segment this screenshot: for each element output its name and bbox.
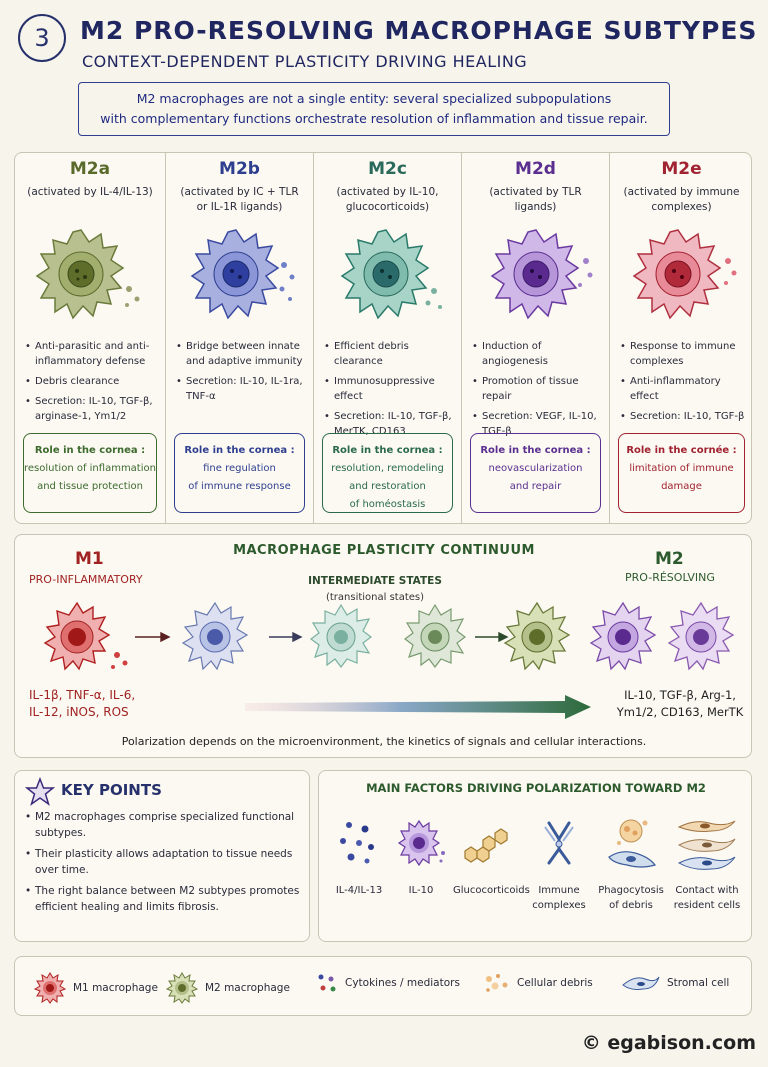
cornea-role-box: Role in the cornea : neovascularization and repair	[470, 433, 601, 513]
continuum-footer: Polarization depends on the microenvironment, the kinetics of signals and cellular interactions.	[121, 735, 647, 748]
subtype-bullets: • Efficient debris clearance • Immunosuppressive effect • Secretion: IL-10, TGF-β, MerTK, CD163	[320, 339, 455, 447]
factor-il4-il13: IL-4/IL-13	[323, 813, 395, 898]
m1-cell-icon	[45, 603, 128, 669]
arrow-icon	[475, 633, 507, 641]
subtype-name: M2a	[69, 159, 111, 179]
m1-label: PRO-INFLAMMATORY	[29, 573, 143, 586]
key-point-item: • Their plasticity allows adaptation to tissue needs over time.	[25, 846, 305, 878]
intermediate-cell-icon	[183, 603, 247, 669]
intermediate-states-subtitle: (transitional states)	[325, 592, 425, 603]
legend-item-m1: M1 macrophage	[33, 971, 158, 1005]
factor-immune-complexes: Immune complexes	[523, 813, 595, 913]
m2a-cell-illustration	[21, 219, 159, 339]
key-points-panel	[14, 770, 310, 942]
subtype-bullets: • Anti-parasitic and anti-inflammatory defense • Debris clearance • Secretion: IL-10, TGF-β, arginase-1, Ym1/2	[21, 339, 159, 447]
intermediate-states-title: INTERMEDIATE STATES	[308, 575, 442, 587]
factor-glucocorticoids: Glucocorticoids	[453, 813, 525, 898]
subtype-bullets: • Bridge between innate and adaptive immunity • Secretion: IL-10, IL-1ra, TNF-α	[172, 339, 307, 447]
m1-cytokines: IL-1β, TNF-α, IL-6, IL-12, iNOS, ROS	[29, 688, 136, 719]
m2-macrophage-icon	[165, 971, 199, 1005]
debris-icon	[601, 813, 661, 873]
factor-phagocytosis-debris: Phagocytosis of debris	[595, 813, 667, 913]
arrow-icon	[135, 633, 169, 641]
cornea-role-box: Role in the cornea : resolution, remodeling and restoration of homéostasis	[322, 433, 453, 513]
subtype-name: M2e	[661, 159, 702, 179]
cornea-role-box: Role in the cornée : limitation of immune damage	[618, 433, 745, 513]
subtype-activation: (activated by TLR ligands)	[489, 186, 582, 213]
copyright-text: © egabison.com	[581, 1032, 756, 1054]
legend-item-stromal: Stromal cell	[621, 971, 729, 995]
page-title: M2 PRO-RESOLVING MACROPHAGE SUBTYPES	[80, 16, 758, 45]
polarization-factors-panel	[318, 770, 752, 942]
subtype-activation: (activated by IL-10, glucocorticoids)	[336, 186, 439, 213]
cellular-debris-icon	[483, 971, 511, 995]
cell-icon	[391, 813, 451, 873]
m2-cell-icon	[505, 603, 569, 669]
legend-item-debris: Cellular debris	[483, 971, 593, 995]
m2c-cell-illustration	[320, 219, 455, 339]
subtype-bullets: • Response to immune complexes • Anti-inflammatory effect • Secretion: IL-10, TGF-β	[616, 339, 747, 447]
steroid-icon	[459, 813, 519, 873]
subtype-column-m2b	[166, 153, 314, 523]
m2e-cell-illustration	[616, 219, 747, 339]
page-subtitle: CONTEXT-DEPENDENT PLASTICITY DRIVING HEALING	[82, 52, 528, 71]
factor-il10: IL-10	[385, 813, 457, 898]
m2-cytokines: IL-10, TGF-β, Arg-1, Ym1/2, CD163, MerTK	[616, 688, 744, 719]
m2-cell-icon	[669, 603, 733, 669]
key-point-item: • The right balance between M2 subtypes promotes efficient healing and limits fibrosis.	[25, 883, 305, 915]
continuum-cells-illustration	[15, 595, 753, 685]
m2-cell-icon	[591, 603, 655, 669]
subtype-column-m2c	[314, 153, 462, 523]
m1-name: M1	[75, 549, 104, 569]
plasticity-continuum-panel	[14, 534, 752, 758]
stromal-cell-icon	[621, 971, 661, 995]
legend-item-cytokines: Cytokines / mediators	[315, 971, 460, 995]
m2-label: PRO-RÉSOLVING	[625, 571, 715, 584]
dots-icon	[329, 813, 389, 873]
subtype-column-m2d	[462, 153, 610, 523]
subtype-column-m2e	[610, 153, 753, 523]
subtype-activation: (activated by immune complexes)	[623, 186, 740, 213]
key-points-title: KEY POINTS	[61, 781, 162, 799]
key-point-item: • M2 macrophages comprise specialized functional subtypes.	[25, 809, 305, 841]
factor-resident-cells: Contact with resident cells	[671, 813, 743, 913]
factors-title: MAIN FACTORS DRIVING POLARIZATION TOWARD M2	[366, 781, 706, 795]
intro-line-1: M2 macrophages are not a single entity: several specialized subpopulations	[136, 91, 612, 106]
intermediate-cell-icon	[405, 605, 465, 667]
continuum-gradient-arrow	[245, 695, 595, 719]
resident-cells-icon	[675, 813, 739, 873]
intro-box	[78, 82, 670, 136]
section-number-badge: 3	[18, 14, 66, 62]
cytokines-icon	[315, 971, 339, 995]
subtype-column-m2a	[15, 153, 166, 523]
intermediate-cell-icon	[311, 605, 371, 667]
m2d-cell-illustration	[468, 219, 603, 339]
key-points-list	[25, 809, 305, 920]
subtype-name: M2c	[368, 159, 407, 179]
legend-panel	[14, 956, 752, 1016]
subtypes-panel	[14, 152, 752, 524]
m2b-cell-illustration	[172, 219, 307, 339]
m2-name: M2	[655, 549, 684, 569]
cornea-role-box: Role in the cornea : resolution of inflammation and tissue protection	[23, 433, 157, 513]
subtype-activation: (activated by IL-4/IL-13)	[27, 186, 153, 198]
arrow-icon	[269, 633, 301, 641]
cornea-role-box: Role in the cornea : fine regulation of immune response	[174, 433, 305, 513]
subtype-activation: (activated by IC + TLR or IL-1R ligands)	[180, 186, 299, 213]
subtype-name: M2b	[219, 159, 260, 179]
intro-line-2: with complementary functions orchestrate resolution of inflammation and tissue repair.	[100, 111, 648, 126]
continuum-title: MACROPHAGE PLASTICITY CONTINUUM	[233, 543, 535, 558]
subtype-name: M2d	[515, 159, 556, 179]
m1-macrophage-icon	[33, 971, 67, 1005]
subtype-bullets: • Induction of angiogenesis • Promotion of tissue repair • Secretion: VEGF, IL-10, TGF-β	[468, 339, 603, 447]
antibody-icon	[529, 813, 589, 873]
legend-item-m2: M2 macrophage	[165, 971, 290, 1005]
star-icon	[25, 777, 55, 807]
